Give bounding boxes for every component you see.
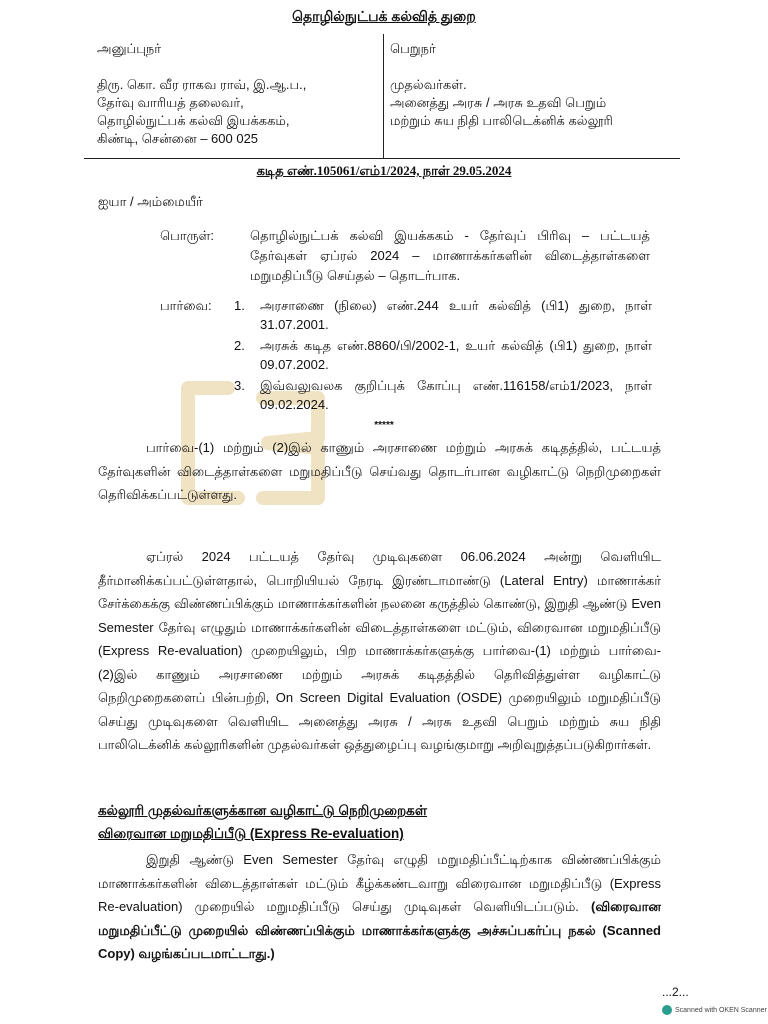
paragraph-3-bold-note: (விரைவான மறுமதிப்பீட்டு முறையில் விண்ணப்பிக்கும் மாணாக்கர்களுக்கு அச்சுப்பகர்ப்பு நகல் (Scanned Copy) வழங்கப்படமாட்டாது.) — [98, 899, 661, 961]
reference-text: இவ்வலுவலக குறிப்புக் கோப்பு எண்.116158/எம்1/2023, நாள் 09.02.2024. — [260, 378, 652, 412]
reference-text: அரசாணை (நிலை) எண்.244 உயர் கல்வித் (பி1) துறை, நாள் 31.07.2001. — [260, 298, 652, 332]
section-title-express: விரைவான மறுமதிப்பீடு (Express Re-evaluation) — [98, 826, 404, 841]
letter-reference: கடித எண்.105061/எம்1/2024, நாள் 29.05.2024 — [256, 163, 512, 178]
paragraph-3-text: இறுதி ஆண்டு Even Semester தேர்வு எழுதி மறுமதிப்பீட்டிற்காக விண்ணப்பிக்கும் மாணாக்கர்களின் விடைத்தாள்கள் மட்டும் கீழ்க்கண்டவாறு விரைவான மறுமதிப்பீடு (Express Re-evaluation) முறையில் மறுமதிப்பீடு செய்து முடிவுகள் வெளியிடப்படும். — [98, 852, 661, 914]
subject-label: பொருள்: — [160, 228, 214, 243]
recipient-heading: பெறுநர் — [390, 41, 436, 56]
subject-text: தொழில்நுட்பக் கல்வி இயக்ககம் - தேர்வுப் பிரிவு – பட்டயத் தேர்வுகள் ஏப்ரல் 2024 – மாணாக்கர்களின் விடைத்தாள்களை மறுமதிப்பீடு செய்தல் – தொடர்பாக. — [250, 228, 650, 283]
reference-item — [234, 296, 652, 334]
recipient-line: முதல்வர்கள். — [390, 77, 467, 92]
salutation: ஐயா / அம்மையீர் — [98, 194, 203, 209]
section-title-guidelines: கல்லூரி முதல்வர்களுக்கான வழிகாட்டு நெறிமுறைகள் — [98, 803, 428, 818]
recipient-line: மற்றும் சுய நிதி பாலிடெக்னிக் கல்லூரி — [390, 113, 613, 128]
sender-line: கிண்டி, சென்னை – 600 025 — [97, 131, 259, 146]
sender-line: தொழில்நுட்பக் கல்வி இயக்ககம், — [97, 113, 290, 128]
department-title: தொழில்நுட்பக் கல்வித் துறை — [292, 8, 476, 24]
address-block — [84, 30, 680, 159]
reference-number: 2. — [234, 338, 245, 353]
page-number: ...2... — [662, 985, 689, 999]
reference-number: 3. — [234, 378, 245, 393]
address-divider — [383, 34, 384, 158]
reference-text: அரசுக் கடித எண்.8860/பி/2002-1, உயர் கல்வித் (பி1) துறை, நாள் 09.07.2002. — [260, 338, 652, 372]
reference-number: 1. — [234, 298, 245, 313]
references-label: பார்வை: — [160, 298, 212, 313]
recipient-block — [390, 40, 680, 130]
body-paragraph-3 — [98, 848, 661, 966]
sender-heading: அனுப்புநர் — [97, 41, 162, 56]
reference-item — [234, 336, 652, 374]
separator-stars: ***** — [374, 420, 394, 431]
sender-line: தேர்வு வாரியத் தலைவர், — [97, 95, 244, 110]
references-list — [234, 296, 652, 416]
scanner-logo-icon — [662, 1005, 672, 1015]
body-paragraph-2: ஏப்ரல் 2024 பட்டயத் தேர்வு முடிவுகளை 06.06.2024 அன்று வெளியிட தீர்மானிக்கப்பட்டுள்ளதால், பொறியியல் நேரடி இரண்டாமாண்டு (Lateral Entry) மாணாக்கர் சேர்க்கைக்கு விண்ணப்பிக்கும் மாணாக்கர்களின் நலனை கருத்தில் கொண்டு, இறுதி ஆண்டு Even Semester தேர்வு எழுதும் மாணாக்கர்களின் விடைத்தாள்களை மட்டும், விரைவான மறுமதிப்பீடு (Express Re-evaluation) முறையிலும், பிற மாணாக்கர்களுக்கு பார்வை-(1) மற்றும் பார்வை-(2)இல் காணும் அரசாணை மற்றும் அரசுக் கடிதத்தில் தெரிவித்துள்ள வழிகாட்டு நெறிமுறைகளைப் பின்பற்றி, On Screen Digital Evaluation (OSDE) முறையிலும் மறுமதிப்பீடு செய்து முடிவுகளை வெளியிட அனைத்து அரசு / அரசு உதவி பெறும் மற்றும் சுய நிதி பாலிடெக்னிக் கல்லூரிகளின் முதல்வர்கள் ஒத்துழைப்பு வழங்குமாறு அறிவுறுத்தப்படுகிறார்கள். — [98, 549, 661, 752]
scanner-label: Scanned with OKEN Scanner — [675, 1006, 767, 1014]
recipient-line: அனைத்து அரசு / அரசு உதவி பெறும் — [390, 95, 607, 110]
scanner-watermark — [662, 1005, 767, 1015]
sender-line: திரு. கொ. வீர ராகவ ராவ், இ.ஆ.ப., — [97, 77, 307, 92]
reference-item — [234, 376, 652, 414]
sender-block — [97, 40, 377, 148]
body-paragraph-1: பார்வை-(1) மற்றும் (2)இல் காணும் அரசாணை மற்றும் அரசுக் கடிதத்தில், பட்டயத் தேர்வுகளின் விடைத்தாள்களை மறுமதிப்பீடு செய்வது தொடர்பான வழிகாட்டு நெறிமுறைகள் தெரிவிக்கப்பட்டுள்ளது. — [98, 440, 661, 502]
